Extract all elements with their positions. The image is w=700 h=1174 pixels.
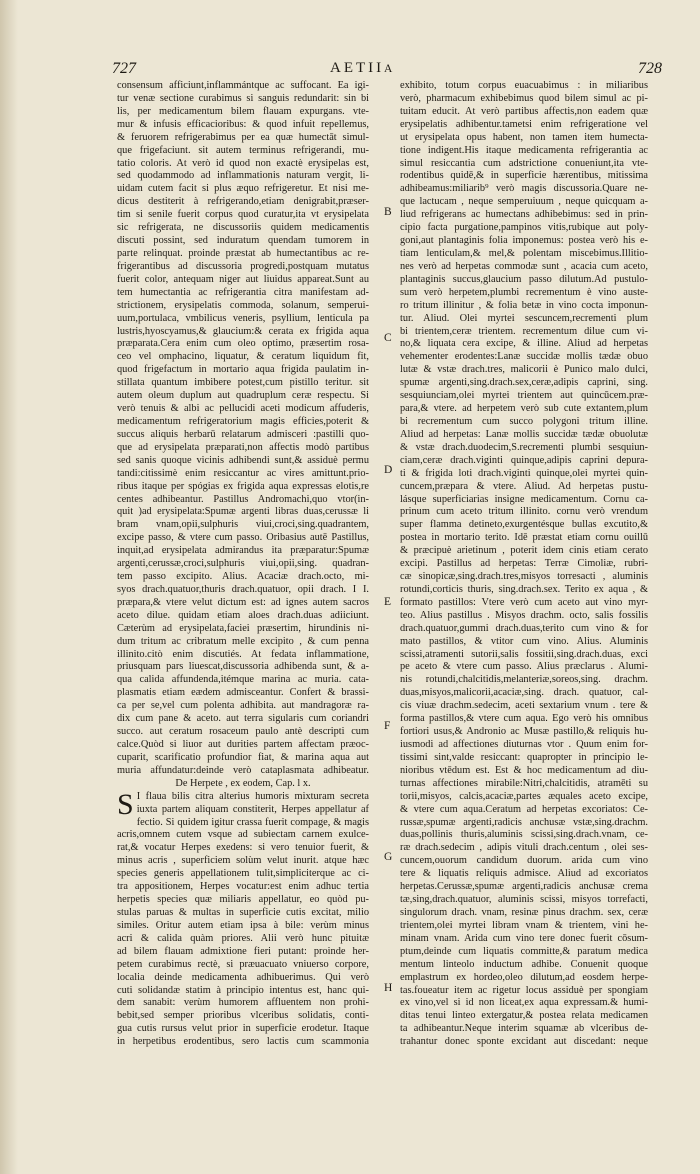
- text-line: tandi:citissimè enim resiccantur ac vires amittunt.prio-: [117, 467, 369, 479]
- text-line: mentum linteolo inductum adhibe. Conuenit quoque: [400, 958, 648, 970]
- text-line: excipe passo, & vtere cum passo. Oribasius autē Pastillus,: [117, 532, 369, 544]
- text-line: plasmatis etiam eædem admisceantur. Confert & brassi-: [117, 687, 369, 699]
- text-line: centes adhibeantur. Pastillus Andromachi,quo vtor(in-: [117, 493, 369, 505]
- text-line: muria affundatur:deinde verò cataplasmata adhibeatur.: [117, 764, 369, 776]
- text-line: calce.Quòd si liuor aut durities partem affectam præoc-: [117, 739, 369, 751]
- text-line: cæ sinopicæ,sing.drach.tres,misyos torresacti , aluminis: [400, 571, 648, 583]
- text-line: argenti,cerussæ,croci,sulphuris viui,opii,sing. quadran-: [117, 558, 369, 570]
- text-line: tra appositionem, Herpes vocatur:est enim adhuc tertia: [117, 881, 369, 893]
- right-column: [400, 80, 648, 1049]
- text-line: rotundi,corticis thuris, sing.drach.sex. Terito ex aqua , &: [400, 583, 648, 595]
- text-line: præpara,& vtere velut dictum est: ad ignes autem sacros: [117, 596, 369, 608]
- chapter-opening: [117, 787, 369, 821]
- text-line: mur & infusis efficacioribus: & quod infuit repellemus,: [117, 118, 369, 130]
- text-line: tere & liquatis reliquis admisce. Aliud ad excoriatos: [400, 868, 648, 880]
- page-number-left: 727: [112, 60, 136, 77]
- text-line: bi recrementum cum succo polygoni tritum illine.: [400, 415, 648, 427]
- text-line: I flaua bilis citra alterius humoris mixturam secreta: [136, 790, 369, 802]
- text-line: Aliud ad herpetas: Lanæ mollis succidæ tædæ obuolutæ: [400, 428, 648, 440]
- text-line: stillata quantum imbibere potest,cum pistillo teritur. sit: [117, 377, 369, 389]
- text-line: uum,portulaca, vmbilicus veneris, psyllium, lenticula pa: [117, 312, 369, 324]
- margin-letter-e: E: [384, 596, 392, 608]
- text-line: & vtere cum aqua.Ceratum ad herpetas excoriatos: Ce-: [400, 803, 648, 815]
- text-line: para,& vtere. ad herpetem verò sub cute extantem,plum: [400, 403, 648, 415]
- text-line: succus aliquis herbarū relatarum admisceri :pastilli quo-: [117, 428, 369, 440]
- text-line: ti & frigida loti drach.viginti quinque,olei myrtei quin-: [400, 467, 648, 479]
- text-line: & feruorem refrigerabimus per ea quæ humectāt simul-: [117, 131, 369, 143]
- margin-letter-b: B: [384, 206, 392, 218]
- running-head: AETII: [330, 60, 385, 76]
- margin-letter-f: F: [384, 720, 391, 732]
- text-line: trahantur donec sponte excidant aut discedant: neque: [400, 1036, 648, 1048]
- text-line: verò tenuis & albi ac pellucidi aceti modicum affuderis,: [117, 403, 369, 415]
- margin-letter-d: D: [384, 464, 393, 476]
- text-line: super flamma detineto,exurgentésque bullas excutito,&: [400, 519, 648, 531]
- text-line: cis viuæ drachm.sedecim, aceti sextarium vnum . tere &: [400, 700, 648, 712]
- text-line: goni,aut plantaginis folia imponemus: postea verò his e-: [400, 235, 648, 247]
- chapter-heading: De Herpete , ex eodem, Cap. l x.: [175, 777, 311, 789]
- text-line: drach.quatuor,gummi drach.duas,terito cum vino & for: [400, 622, 648, 634]
- text-line: ciam,ceræ drach.viginti quinque,adipis caprini depura-: [400, 454, 648, 466]
- text-line: ptum,deinde cum liquatis committe,& paratum medica: [400, 945, 648, 957]
- text-line: minus acris , superficiem solùm velut inurit. atque hæc: [117, 855, 369, 867]
- text-line: frigerantibus ad discussoria progredi,postquam mutatus: [117, 260, 369, 272]
- text-line: & vstæ drach.duodecim,S.recrementi plumbi sesquiun-: [400, 441, 648, 453]
- text-line: adhibeamus:miliarib⁹ verò magis discussoria.Quare ne-: [400, 183, 648, 195]
- text-line: sed sanis quoque vicinis adhibendi sunt,& assiduè permu: [117, 454, 369, 466]
- margin-letter-g: G: [384, 851, 393, 863]
- text-line: erysipelatis adhibentur.tametsi enim refrigeratione vel: [400, 118, 648, 130]
- text-line: rat,& vocatur Herpes exedens: si vero tenuior fuerit, &: [117, 842, 369, 854]
- text-line: que lactucam , neque semperuiuum , neque quicquam a-: [400, 196, 648, 208]
- text-line: vehementer erodentes:Lanæ succidæ mollis tædæ obuo: [400, 351, 648, 363]
- text-line: tatio coloris. At verò id quod non exactè erysipelas est,: [117, 157, 369, 169]
- text-line: dicus destiterit à refrigerando,etiam denigrabit,præser-: [117, 196, 369, 208]
- text-line: ditas tenui linteo extergatur,& postea relata medicamen: [400, 1010, 648, 1022]
- text-line: aceto dilue. quidam etiam aloes drach.duas adiiciunt.: [117, 609, 369, 621]
- margin-letter-h: H: [384, 982, 393, 994]
- text-line: uidam cutem facit si plus æquo refrigeretur. Et nisi me-: [117, 183, 369, 195]
- text-line: in herpetibus erodentibus, sero lactis cum scammonia: [117, 1036, 369, 1048]
- text-line: tæ,sing,drach.quatuor, aluminis scissi, misyos torrefacti,: [400, 894, 648, 906]
- text-line: trientem,olei myrtei libram vnam & trientem, vini he-: [400, 919, 648, 931]
- text-line: tas.foueatur item ac rigetur locus assiduè per spongiam: [400, 984, 648, 996]
- text-line: minam vnam. Arida cum vino tere donec fuerit cōsum-: [400, 932, 648, 944]
- text-line: tione indigent.His itaque medicamenta refrigerantia ac: [400, 144, 648, 156]
- text-line: syos drach.quatuor,thuris drach.quatuor, opii drach. I I.: [117, 583, 369, 595]
- text-line: lis, per medicamentum bilem flauam expurgans. vte-: [117, 105, 369, 117]
- text-line: qua calida affundenda,itémque marina ac muria. cata-: [117, 674, 369, 686]
- text-line: cipio facta purgatione,pampinos vitis,rubique aut poly-: [400, 222, 648, 234]
- text-line: autem oleum duplum aut quadruplum ceræ respectu. Si: [117, 390, 369, 402]
- text-line: petem curabimus rectè, si præuacuato vniuerso corpore,: [117, 958, 369, 970]
- text-line: herpetis species quæ miliaris appellatur, eo quòd pu-: [117, 894, 369, 906]
- text-line: ræ drach.sedecim , adipis vituli drach.centum , olei ses-: [400, 842, 648, 854]
- text-line: nis rotundi,chalcitidis,melanteriæ,soreos,sing. drachm.: [400, 674, 648, 686]
- text-line: ut erysipelata opus habent, non tamen item humecta-: [400, 131, 648, 143]
- text-line: bi trientem,ceræ trientem. recrementum dilue cum vi-: [400, 325, 648, 337]
- text-line: herpetas.Cerussæ,spumæ argenti,radicis anchusæ crema: [400, 881, 648, 893]
- text-line: liud refrigerans ac humectans adhibebimus: sed in prin-: [400, 209, 648, 221]
- text-line: consensum afficiunt,inflammántque ac suffocant. Ea igi-: [117, 80, 369, 91]
- text-line: singulorum drach. vnam, resinæ pinus drachm. sex, ceræ: [400, 907, 648, 918]
- text-line: succo. aut ceratum rosaceum paulo antè descripti cum: [117, 726, 369, 738]
- text-line: strictionem, erysipelatis commoda, solanum, semperui-: [117, 299, 369, 311]
- text-line: que frigefaciunt. sit autem terminus refrigerandi, mu-: [117, 144, 369, 156]
- text-line: inquit,ad erysipelata admirandus ita præparatur:Spumæ: [117, 545, 369, 557]
- text-line: nioribus vtēdum est. Est & hoc medicamentum ad diu-: [400, 764, 648, 776]
- text-line: ca per se,vel cum polenta adhibita. aut mandragoræ ra-: [117, 700, 369, 712]
- text-line: fuerit color, antequam niger aut liuidus appareat.Sunt au: [117, 273, 369, 285]
- text-line: sesquiunciam,olei myrtei trientem aut quincūcem.præ-: [400, 390, 648, 402]
- drop-cap: S: [117, 787, 134, 821]
- text-line: duas,pollinis thuris,aluminis scissi,sing.drach.vnam, ce-: [400, 829, 648, 841]
- text-line: cuncem,ouorum candidum duorum. arida cum vino: [400, 855, 648, 867]
- text-line: localia deinde medicamenta adhibuerimus. Qui verò: [117, 971, 369, 983]
- text-line: rodentibus quidē,& in superficie hærentibus, mitissima: [400, 170, 648, 182]
- text-line: quod frigefactum in mortario aqua frigida paulatim in-: [117, 364, 369, 376]
- text-line: ceo vel omphacino, liquatur, & ceratum liquidum fit,: [117, 351, 369, 363]
- text-line: torii,misyos, calcis,acaciæ,partes æquales aceto excipe,: [400, 790, 648, 802]
- text-line: præparata.Cera enim cum oleo optimo, præsertim rosa-: [117, 338, 369, 350]
- text-line: ribus itaque per spógias ex frigida aqua expressas elotis,re: [117, 480, 369, 492]
- text-line: scissi,atramenti sutorii,salis fossitii,sing.drach.duas, exci: [400, 648, 648, 660]
- text-line: illinito.citò enim discutiés. At fedata inflammatione,: [117, 648, 369, 660]
- text-line: dem sanabit: verùm humorem affluentem non prohi-: [117, 997, 369, 1009]
- text-line: forma pastillos,& vtere cum aqua. Ego verò his omnibus: [400, 713, 648, 725]
- text-line: acris,omnem cutem vsque ad subiectam carnem exulce-: [117, 829, 369, 841]
- text-line: Cæterùm ad erysipelata,faciei præsertim, hirundinis ni-: [117, 622, 369, 634]
- text-line: acri & calida quàm priores. Alii verò hunc pituitæ: [117, 932, 369, 944]
- text-line: verò, pharmacum exhibebimus quod bilem simul ac pi-: [400, 92, 648, 104]
- text-line: tim si senile fuerit corpus quod curatur,ita vt erysipelata: [117, 209, 369, 221]
- text-line: discuti possint, sed induratum quendam tumorem in: [117, 235, 369, 247]
- text-line: dum tritum ac cribratum melle excipito , & cum penna: [117, 635, 369, 647]
- text-line: stulas paruas & multas in superficie cutis excitat, milio: [117, 907, 369, 918]
- text-line: ad bilem flauam admixtione fieri putant: proinde her-: [117, 945, 369, 957]
- text-line: bebit,sed semper prioribus vlceribus solidatis, conti-: [117, 1010, 369, 1022]
- text-line: pe aceto & vtere cum passo. Alius præclarus . Alumi-: [400, 661, 648, 673]
- text-line: que ad erysipelata præparati,non affectis modò partibus: [117, 441, 369, 453]
- text-line: postea in mortario terito. Idē præstat etiam cornu ouillū: [400, 532, 648, 544]
- text-line: prinum cum aceto tritum illinito. cornu verò vrendum: [400, 506, 648, 518]
- text-line: lásque superficiarias insigne medicamentum. Cornu ca-: [400, 493, 648, 505]
- text-line: iuxta partem aliquam constiterit, Herpes appellatur af: [136, 803, 369, 815]
- text-line: turnas affectiones mirabile:Nitri,chalcitidis, atramēti su: [400, 777, 648, 789]
- text-line: tuitam educit. At verò partibus affectis,non eadem quæ: [400, 105, 648, 117]
- text-line: species generis appellationem tulit,simpliciterque ac ci-: [117, 868, 369, 880]
- text-line: priusquam pars liuescat,discussoria adhibenda sunt, & a-: [117, 661, 369, 673]
- text-line: cuparit, scarificatio profundior fiat, & marina aqua aut: [117, 751, 369, 763]
- text-line: formato pastillos: Vtere verò cum aceto aut vino myr-: [400, 596, 648, 608]
- text-line: bram vnam,opii,sulphuris viui,croci,sing.quadrantem,: [117, 519, 369, 531]
- text-line: lutæ & vstæ drach.tres, malicorii è Punico malo dulci,: [400, 364, 648, 376]
- text-line: ex vino,vel si id non liceat,ex aqua expressam.& humi-: [400, 997, 648, 1009]
- text-line: sum verò herpetem,plumbi recrementum è vino auste-: [400, 286, 648, 298]
- text-line: plantaginis succus,glaucium passo dilutum.Ad pustulo-: [400, 273, 648, 285]
- text-line: fectio. Si quidem igitur crassa fuerit compage, & magis: [136, 816, 369, 828]
- left-column: [117, 80, 369, 1049]
- text-line: nes verò ad herpetas commodæ sunt , acacia cum aceto,: [400, 260, 648, 272]
- text-line: tissimi sint,valde resiccant: quapropter in principio le-: [400, 751, 648, 763]
- text-line: quit )ad erysipelata:Spumæ argenti libras duas,cerussæ li: [117, 506, 369, 518]
- text-line: simul resiccantia cum adstrictione conueniunt,ita vte-: [400, 157, 648, 169]
- text-line: parte relinquat. proinde præstat ab humectantibus ac re-: [117, 247, 369, 259]
- text-line: & præcipuè arietinum , poterit idem cinis etiam cerato: [400, 545, 648, 557]
- text-line: similes. Oritur autem etiam ipsa à bile: verùm minus: [117, 919, 369, 931]
- text-line: iusmodi ad affectiones diuturnas vtor . Quum enim for-: [400, 739, 648, 751]
- text-line: medicamentum refrigeratorium magis efficies,poterit &: [117, 415, 369, 427]
- margin-letter-c: C: [384, 332, 392, 344]
- text-line: mato pastillos, & vtitor cum vino. Alius. Aluminis: [400, 635, 648, 647]
- text-line: excipi. Pastillus ad herpetas: Terræ Cimoliæ, rubri-: [400, 558, 648, 570]
- text-line: teo. Alius pastillus . Misyos drachm. octo, salis fossilis: [400, 609, 648, 621]
- text-line: sic refrigerata, ne discussoriis quidem medicamentis: [117, 222, 369, 234]
- text-line: cuti solidandæ statim à principio intentus est, hanc qui-: [117, 984, 369, 996]
- text-line: russæ,spumæ argenti,radicis anchusæ vstæ,sing.drachm.: [400, 816, 648, 828]
- text-line: tem humectantia ac refrigerantia citra manifestam ad-: [117, 286, 369, 298]
- text-line: tur. Aliud. Olei myrtei sescuncem,recrementi plum: [400, 312, 648, 324]
- margin-letter-a: A: [384, 63, 393, 75]
- text-line: sed quodammodo ad inflammationis naturam vergit, li-: [117, 170, 369, 182]
- text-line: lustris,hyoscyamus,& glaucium:& cerata ex frigida aqua: [117, 325, 369, 337]
- gutter-shadow: [0, 0, 18, 1174]
- text-line: emplastrum ex hordeo,oleo dilutum,ad eosdem herpe-: [400, 971, 648, 983]
- page-number-right: 728: [638, 60, 662, 77]
- text-line: cuncem,præpara & vtere. Aliud. Ad herpetas pustu-: [400, 480, 648, 492]
- text-line: duas,misyos,malicorii,acaciæ,sing. drach. quatuor, cal-: [400, 687, 648, 699]
- text-line: tiam lenticulam,& mel,& polentam miscebimus.Illitio-: [400, 247, 648, 259]
- text-line: tur venæ sectione curabimus si sanguis redundarit: sin bi: [117, 92, 369, 104]
- text-line: dix cum pane & aceto. aut terra sigularis cum coriandri: [117, 713, 369, 725]
- text-line: ro tritum illinitur , & folia betæ in vino cocta imponun-: [400, 299, 648, 311]
- text-line: fortiori usus,& Andronio ac Musæ pastillo,& reliquis hu-: [400, 726, 648, 738]
- text-line: ta adhibeantur.Neque interim squamæ ab vlceribus de-: [400, 1023, 648, 1035]
- page-header: [0, 58, 700, 82]
- text-line: spumæ argenti,sing.drach.sex,ceræ,adipis caprini, sing.: [400, 377, 648, 389]
- text-line: tem passo excipito. Alius. Acaciæ drach.octo, mi-: [117, 571, 369, 583]
- text-line: gua cutis rursus velut prior in superficie erodetur. Itaque: [117, 1023, 369, 1035]
- text-line: no,& liquata cera excipe, & illine. Aliud ad herpetas: [400, 338, 648, 350]
- text-line: exhibito, totum corpus euacuabimus : in miliaribus: [400, 80, 648, 91]
